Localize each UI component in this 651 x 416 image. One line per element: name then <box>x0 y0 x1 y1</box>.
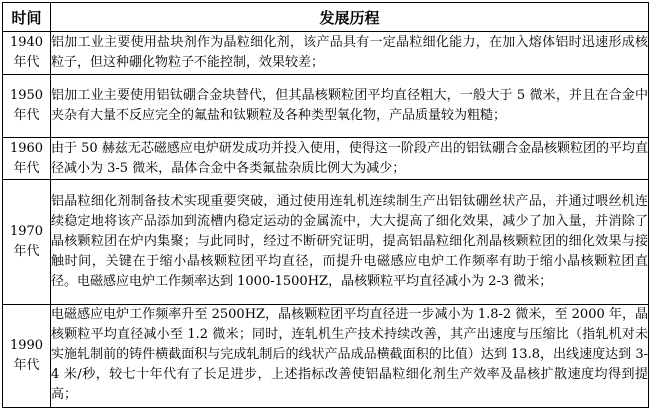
decade-label: 1970 年代 <box>9 224 44 259</box>
development-history-table <box>2 2 649 408</box>
decade-cell <box>3 32 51 75</box>
history-text: 铝加工业主要使用盐块剂作为晶粒细化剂，该产品具有一定晶粒细化能力，在加入熔体铝时迅速形成核粒子，但这种硼化物粒子不能控制，效果较差； <box>51 32 649 75</box>
table-header-row <box>3 3 649 32</box>
table-row <box>3 32 649 75</box>
decade-label: 1960 年代 <box>9 140 44 176</box>
decade-cell <box>3 180 51 305</box>
decade-cell <box>3 138 51 180</box>
history-text: 电磁感应电炉工作频率升至 2500HZ，晶核颗粒团平均直径进一步减小为 1.8-2 微米，至 2000 年，晶核颗粒平均直径减小至 1.2 微米；同时，连轧机生产技术持续改善，其产出速度与压缩比（指轧机对未实施轧制前的铸件横截面积与完成轧制后的线状产品成品横截面积的比值）达到 13.8，出线速度达到 3-4 米/秒，较七十年代有了长足进步，上述指标改善使铝晶粒细化剂生产效率及晶核扩散速度均得到提高； <box>51 305 649 408</box>
table-row <box>3 305 649 408</box>
table-row <box>3 75 649 138</box>
history-text: 铝晶粒细化剂制备技术实现重要突破，通过使用连轧机连续制生产出铝钛硼丝状产品，并通过喂丝机连续稳定地将该产品添加到流槽内稳定运动的金属流中，大大提高了细化效果，减少了加入量，并消除了晶核颗粒团在炉内集聚；与此同时，经过不断研究证明，提高铝晶粒细化剂晶核颗粒团的细化效果与接触时间，关键在于缩小晶核颗粒团平均直径，而提升电磁感应电炉工作频率有助于缩小晶核颗粒团直径。电磁感应电炉工作频率达到 1000-1500HZ，晶核颗粒平均直径减小为 2-3 微米； <box>51 180 649 305</box>
table-row <box>3 138 649 180</box>
history-text: 铝加工业主要使用铝钛硼合金块替代，但其晶核颗粒团平均直径粗大，一般大于 5 微米，并且在合金中夹杂有大量不反应完全的氟盐和钛颗粒及各种类型氧化物，产品质量较为粗糙； <box>51 75 649 138</box>
decade-label: 1990 年代 <box>9 338 44 373</box>
header-period: 时间 <box>3 3 51 32</box>
decade-cell <box>3 305 51 408</box>
decade-cell <box>3 75 51 138</box>
header-history: 发展历程 <box>51 3 649 32</box>
decade-label: 1950 年代 <box>9 88 44 123</box>
decade-label: 1940 年代 <box>9 35 44 70</box>
table-row <box>3 180 649 305</box>
history-text: 由于 50 赫兹无芯磁感应电炉研发成功并投入使用，使得这一阶段产出的铝钛硼合金晶核颗粒团的平均直径减小为 3-5 微米，晶体合金中各类氟盐杂质比例大为减少； <box>51 138 649 180</box>
